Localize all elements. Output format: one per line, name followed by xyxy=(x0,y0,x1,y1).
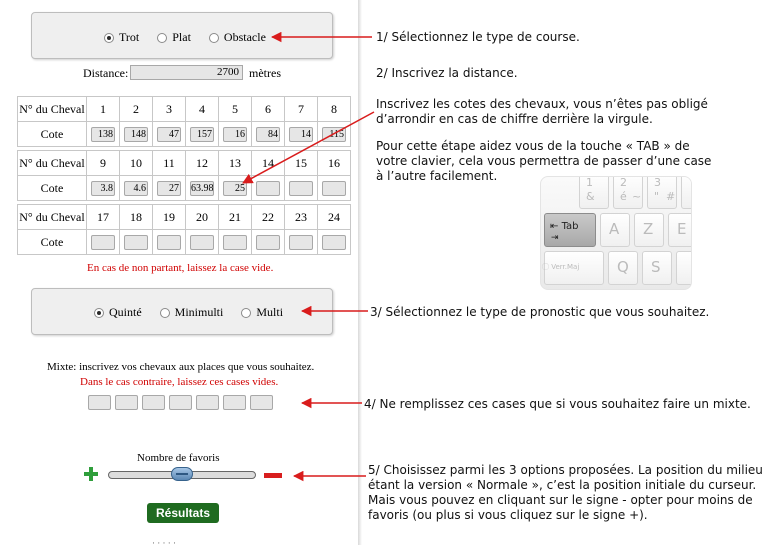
instruction-step-2: 2/ Inscrivez la distance. xyxy=(376,66,518,80)
instruction-odds-line-1: Inscrivez les cotes des chevaux, vous n’êtes pas obligé xyxy=(376,97,708,111)
odds-input[interactable]: 14 xyxy=(289,127,313,142)
horse-number: 8 xyxy=(318,97,351,122)
horse-number: 13 xyxy=(219,151,252,176)
keyboard-key-z: Z xyxy=(634,213,664,247)
prognosis-label-quinte: Quinté xyxy=(109,305,142,319)
horse-number: 3 xyxy=(153,97,186,122)
instruction-tab-line-2: votre clavier, cela vous permettra de passer d’une case xyxy=(376,154,712,168)
odds-input[interactable]: 138 xyxy=(91,127,115,142)
horse-number: 7 xyxy=(285,97,318,122)
horse-number: 9 xyxy=(87,151,120,176)
mix-note: Dans le cas contraire, laissez ces cases vides. xyxy=(80,376,279,388)
non-runner-note: En cas de non partant, laissez la case vide. xyxy=(87,262,274,274)
race-type-label-obstacle: Obstacle xyxy=(223,30,266,44)
horse-number: 14 xyxy=(252,151,285,176)
instruction-step-4: 4/ Ne remplissez ces cases que si vous souhaitez faire un mixte. xyxy=(364,397,751,411)
distance-unit: mètres xyxy=(249,66,281,80)
odds-input[interactable]: 25 xyxy=(223,181,247,196)
odds-header: Cote xyxy=(18,230,87,255)
keyboard-key-q: Q xyxy=(608,251,638,285)
odds-header: Cote xyxy=(18,176,87,201)
keyboard-key-3: 3 " # xyxy=(647,176,677,209)
horse-number-header: N° du Cheval xyxy=(18,151,87,176)
instruction-step-3: 3/ Sélectionnez le type de pronostic que vous souhaitez. xyxy=(370,305,710,319)
keyboard-key-tab: ⇤ Tab ⇥ xyxy=(544,213,596,247)
horse-number-header: N° du Cheval xyxy=(18,97,87,122)
horse-number: 20 xyxy=(186,205,219,230)
keyboard-key-e: E xyxy=(668,213,692,247)
horse-number: 17 xyxy=(87,205,120,230)
odds-input[interactable]: 115 xyxy=(322,127,346,142)
keyboard-key-caps-lock: ⃝ Verr.Maj xyxy=(544,251,604,285)
odds-input[interactable]: 16 xyxy=(223,127,247,142)
horse-number: 6 xyxy=(252,97,285,122)
prognosis-label-multi: Multi xyxy=(256,305,284,319)
distance-input[interactable]: 2700 xyxy=(130,65,243,80)
horse-number: 2 xyxy=(120,97,153,122)
prognosis-label-minimulti: Minimulti xyxy=(174,305,224,319)
horse-number: 24 xyxy=(318,205,351,230)
horse-number: 18 xyxy=(120,205,153,230)
horse-number: 19 xyxy=(153,205,186,230)
odds-input[interactable]: 4.6 xyxy=(124,181,148,196)
odds-input[interactable]: 47 xyxy=(157,127,181,142)
odds-header: Cote xyxy=(18,122,87,147)
keyboard-key-1: 1 & xyxy=(579,176,609,209)
keyboard-key-2: 2 é ~ xyxy=(613,176,643,209)
horse-number: 11 xyxy=(153,151,186,176)
horse-number: 21 xyxy=(219,205,252,230)
instruction-step-5-line-1: 5/ Choisissez parmi les 3 options proposées. La position du milieu xyxy=(368,463,763,477)
instruction-step-5-line-2: étant la version « Normale », c’est la position initiale du curseur. xyxy=(368,478,757,492)
keyboard-key-a: A xyxy=(600,213,630,247)
instruction-step-5-line-3: Mais vous pouvez en cliquant sur le signe - opter pour moins de xyxy=(368,493,753,507)
odds-input[interactable]: 3.8 xyxy=(91,181,115,196)
arrow-to-odds-table xyxy=(243,112,374,183)
odds-input[interactable]: 148 xyxy=(124,127,148,142)
keyboard-key-s: S xyxy=(642,251,672,285)
horse-number: 1 xyxy=(87,97,120,122)
instruction-step-1: 1/ Sélectionnez le type de course. xyxy=(376,30,580,44)
horse-number: 15 xyxy=(285,151,318,176)
odds-input[interactable]: 27 xyxy=(157,181,181,196)
distance-label: Distance: xyxy=(83,66,129,80)
horse-number: 4 xyxy=(186,97,219,122)
instruction-tab-line-1: Pour cette étape aidez vous de la touche « TAB » de xyxy=(376,139,690,153)
race-type-label-plat: Plat xyxy=(172,30,191,44)
mix-instruction: Mixte: inscrivez vos chevaux aux places que vous souhaitez. xyxy=(47,361,315,373)
horse-number: 5 xyxy=(219,97,252,122)
odds-input[interactable]: 84 xyxy=(256,127,280,142)
horse-number: 22 xyxy=(252,205,285,230)
odds-input[interactable]: 157 xyxy=(190,127,214,142)
odds-input[interactable]: 63.98 xyxy=(191,182,214,194)
race-type-label-trot: Trot xyxy=(119,30,140,44)
horse-number: 10 xyxy=(120,151,153,176)
instruction-odds-line-2: d’arrondir en cas de chiffre derrière la virgule. xyxy=(376,112,653,126)
horse-number: 12 xyxy=(186,151,219,176)
instruction-tab-line-3: à l’autre facilement. xyxy=(376,169,498,183)
instruction-step-5-line-4: favoris (ou plus si vous cliquez sur le signe +). xyxy=(368,508,648,522)
results-button[interactable]: Résultats xyxy=(147,503,219,523)
horse-number-header: N° du Cheval xyxy=(18,205,87,230)
horse-number: 23 xyxy=(285,205,318,230)
favorites-label: Nombre de favoris xyxy=(137,452,220,464)
horse-number: 16 xyxy=(318,151,351,176)
cutoff-text: · · · · · xyxy=(152,538,176,545)
